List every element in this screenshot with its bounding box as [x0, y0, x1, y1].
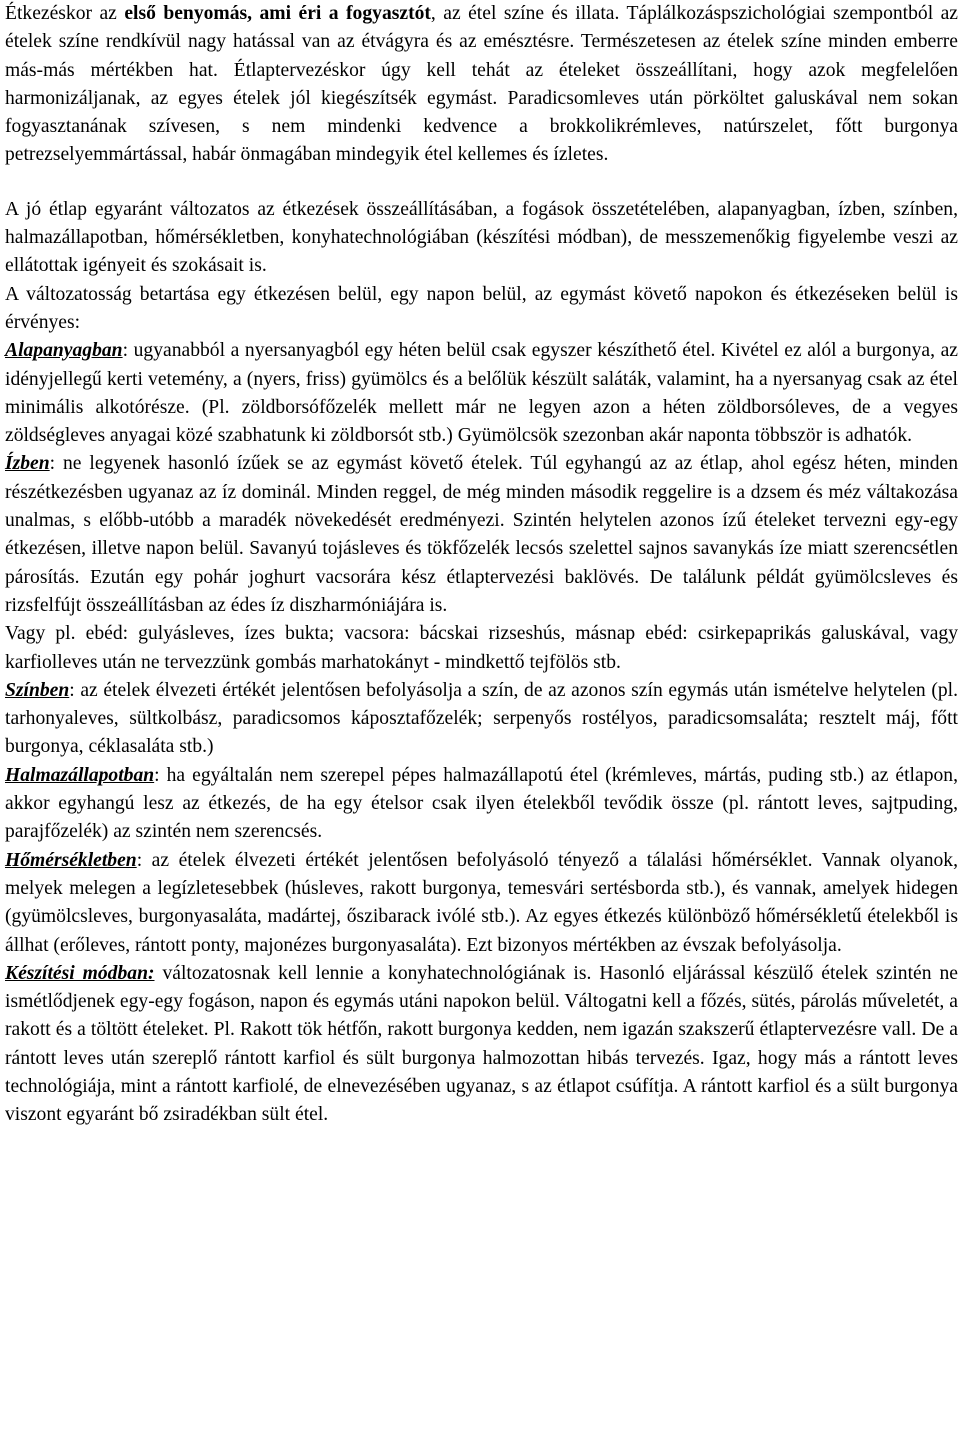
homerseklet-term: Hőmérsékletben [5, 849, 137, 871]
homerseklet-paragraph [5, 847, 958, 960]
alapanyag-text: : ugyanabból a nyersanyagból egy héten belül csak egyszer készíthető étel. Kivétel ez alól a burgonya, az idényjellegű kerti vetemény, a (nyers, friss) gyümölcs és a belőlük készült saláták, valamint, ha a nyersanyag csak az étel minimális alkotórésze. (Pl. zöldborsófőzelék mellett már ne legyen azon a héten zöldborsóleves, de a vegyes zöldségleves anyagai közé szabhatunk ki zöldborsót stb.) Gyümölcsök szezonban akár naponta többször is adhatók. [5, 340, 958, 447]
alapanyag-term: Alapanyagban [5, 340, 123, 362]
szin-term: Színben [5, 679, 70, 701]
example-paragraph: Vagy pl. ebéd: gulyásleves, ízes bukta; vacsora: bácskai rizseshús, másnap ebéd: csirkepaprikás galuskával, vagy karfiolleves után ne tervezzünk gombás marhatokányt - mindkettő tejfölös stb. [5, 623, 958, 673]
variety-paragraph: A változatosság betartása egy étkezésen belül, egy napon belül, az egymást követő napokon és étkezéseken belül is érvényes: [5, 283, 958, 333]
homerseklet-text: : az ételek élvezeti értékét jelentősen befolyásoló tényező a tálalási hőmérséklet. Vannak olyanok, melyek melegen a legízletesebbek (húsleves, rakott burgonya, temesvári sertésborda stb.), és vannak, amelyek hidegen (gyümölcsleves, burgonyasaláta, madártej, őszibarack ivólé stb.). Az egyes étkezés különböző hőmérsékletű ételekből is állhat (erőleves, rántott ponty, majonézes burgonyasaláta). Ezt bizonyos mértékben az évszak befolyásolja. [5, 849, 958, 956]
good-menu-paragraph: A jó étlap egyaránt változatos az étkezések összeállításában, a fogások összetételében, alapanyagban, ízben, színben, halmazállapotban, hőmérsékletben, konyhatechnológiában (készítési módban), de messzemenőkig figyelembe veszi az ellátottak igényeit és szokásait is. [5, 198, 958, 277]
szin-text: : az ételek élvezeti értékét jelentősen befolyásolja a szín, de az azonos szín egymás után ismételve helytelen (pl. tarhonyaleves, sültkolbász, paradicsomos káposztafőzelék; serpenyős rostélyos, paradicsomsaláta; resztelt máj, főtt burgonya, céklasaláta stb.) [5, 679, 958, 758]
iz-term: Ízben [5, 453, 50, 475]
iz-paragraph [5, 450, 958, 620]
first-impression-emphasis: első benyomás, ami éri a fogyasztót [124, 3, 431, 24]
keszitesi-mod-text: változatosnak kell lennie a konyhatechnológiának is. Hasonló eljárással készülő ételek szintén ne ismétlődjenek egy-egy fogáson, napon és egymás utáni napokon belül. Váltogatni kell a főzés, sütés, párolás műveletét, a rakott és a töltött ételeket. Pl. Rakott tök hétfőn, rakott burgonya kedden, nem igazán szakszerű étlaptervezésre vall. De a rántott leves után szereplő rántott karfiol és sült burgonya halmozottan hibás tervezés. Igaz, hogy más a rántott leves technológiája, mint a rántott karfiolé, de elnevezésében ugyanaz, s az étlapot csúfítja. A rántott karfiol és a sült burgonya viszont egyaránt bő zsiradékban sült étel. [5, 962, 959, 1126]
keszitesi-mod-term: Készítési módban: [5, 962, 155, 984]
halmaz-text: : ha egyáltalán nem szerepel pépes halmazállapotú étel (krémleves, mártás, puding stb.) az étlapon, akkor egyhangú lesz az étkezés, de ha egy ételsor csak ilyen ételekből tevődik össze (pl. rántott leves, sajtpuding, parajfőzelék) az szintén nem szerencsés. [5, 764, 958, 843]
iz-text: : ne legyenek hasonló ízűek se az egymást követő ételek. Túl egyhangú az az étlap, ahol egész héten, minden részétkezésben ugyanaz az íz dominál. Minden reggel, de még minden második reggelire is a dzsem és méz váltakozása unalmas, s előbb-utóbb a maradék növekedését eredményezi. Szintén helytelen azonos ízű ételeket tervezni egy-egy étkezésen, illetve napon belül. Savanyú tojásleves és tökfőzelék lecsós szelettel sajnos savanykás íze miatt szerencsétlen párosítás. Ezután egy pohár joghurt vacsorára kész étlaptervezési baklövés. De találunk példát gyümölcsleves és rizsfelfújt összeállításban az édes íz diszharmóniájára is. [5, 453, 958, 616]
szin-paragraph [5, 677, 958, 762]
intro-paragraph [5, 0, 958, 170]
halmaz-paragraph [5, 762, 958, 847]
intro-text-rest: , az étel színe és illata. Táplálkozáspszichológiai szempontból az ételek színe rendkívül nagy hatással van az étvágyra és az emésztésre. Természetesen az ételek színe minden emberre más-más mértékben hat. Étlaptervezéskor úgy kell tehát az ételeket összeállítani, hogy azok megfelelően harmonizáljanak, az egyes ételek jól kiegészítsék egymást. Paradicsomleves után pörköltet galuskával nem sokan fogyasztanának szívesen, s nem mindenki kedvence a brokkolikrémleves, natúrszelet, főtt burgonya petrezselyemmártással, habár önmagában mindegyik étel kellemes és ízletes. [5, 3, 958, 166]
keszitesi-mod-paragraph [5, 960, 958, 1130]
halmaz-term: Halmazállapotban [5, 764, 155, 786]
intro-text-start: Étkezéskor az [5, 3, 125, 24]
alapanyag-paragraph [5, 337, 958, 450]
